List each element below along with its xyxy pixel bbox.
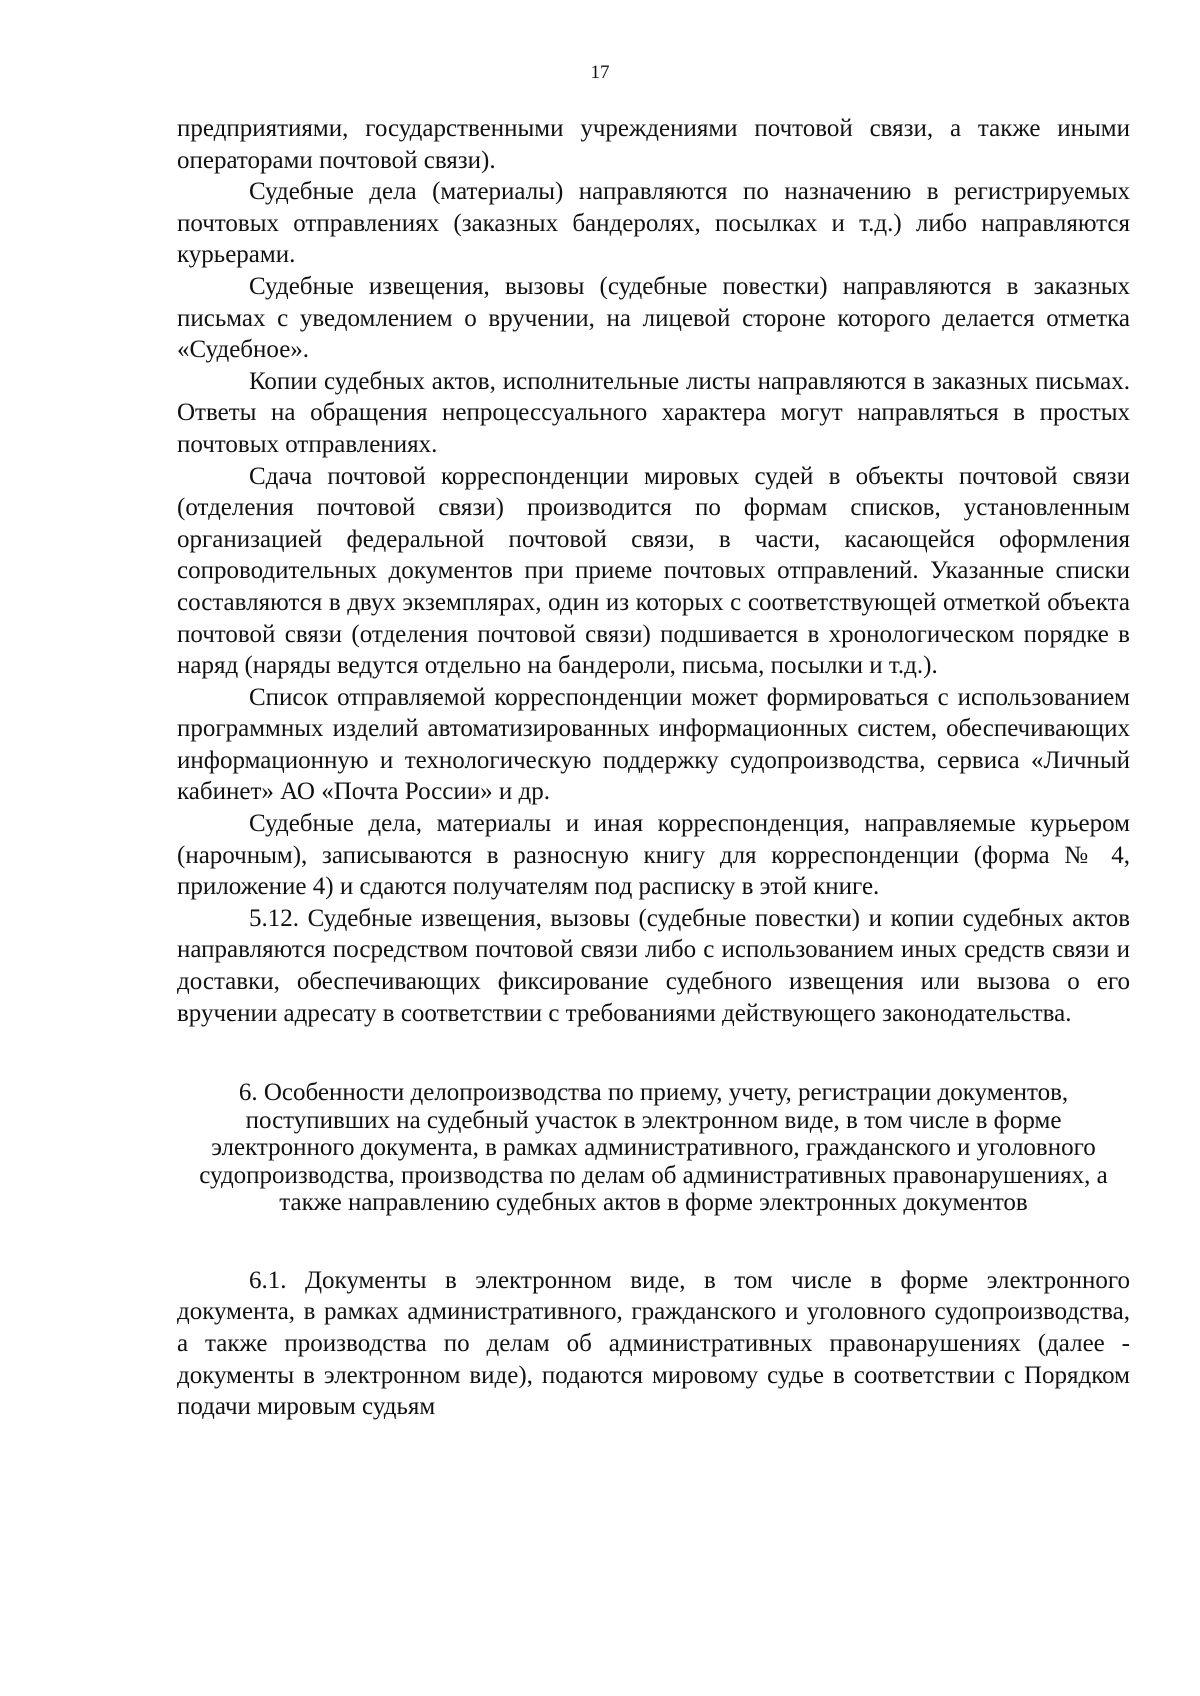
paragraph-6-1: 6.1. Документы в электронном виде, в том числе в форме электронного документа, в рамках административного, гражданского и уголовного судопроизводства, а также производства по делам об административных правонарушениях (далее - документы в электронном виде), подаются мировому судье в соответствии с Порядком подачи мировым судьям (177, 1266, 1130, 1421)
section-heading-6: 6. Особенности делопроизводства по приему, учету, регистрации документов, поступивших на судебный участок в электронном виде, в том числе в форме электронного документа, в рамках административного, гражданского и уголовного судопроизводства, производства по делам об административных правонарушениях, а также направлению судебных актов в форме электронных документов (199, 1079, 1108, 1217)
paragraph-courier-delivery: Судебные дела, материалы и иная корреспонденция, направляемые курьером (нарочным), записываются в разносную книгу для корреспонденции (форма № 4, приложение 4) и сдаются получателям под расписку в этой книге. (177, 810, 1130, 901)
paragraph-5-12: 5.12. Судебные извещения, вызовы (судебные повестки) и копии судебных актов направляются посредством почтовой связи либо с использованием иных средств связи и доставки, обеспечивающих фиксирование судебного извещения или вызова о его вручении адресату в соответствии с требованиями действующего законодательства. (177, 904, 1130, 1027)
paragraph-court-notices: Судебные извещения, вызовы (судебные повестки) направляются в заказных письмах с уведомлением о вручении, на лицевой стороне которого делается отметка «Судебное». (177, 272, 1130, 364)
paragraph-court-cases-delivery: Судебные дела (материалы) направляются по назначению в регистрируемых почтовых отправлениях (заказных бандеролях, посылках и т.д.) либо направляются курьерами. (177, 178, 1130, 269)
paragraph-continued: предприятиями, государственными учреждениями почтовой связи, а также иными операторами почтовой связи). (177, 115, 1130, 174)
paragraph-correspondence-list: Список отправляемой корреспонденции может формироваться с использованием программных изделий автоматизированных информационных систем, обеспечивающих информационную и технологическую поддержку судопроизводства, сервиса «Личный кабинет» АО «Почта России» и др. (177, 683, 1130, 806)
page-number: 17 (590, 62, 610, 83)
paragraph-copies-of-acts: Копии судебных актов, исполнительные листы направляются в заказных письмах. Ответы на обращения непроцессуального характера могут направляться в простых почтовых отправлениях. (177, 367, 1130, 458)
paragraph-postal-lists: Сдача почтовой корреспонденции мировых судей в объекты почтовой связи (отделения почтовой связи) производится по формам списков, установленным организацией федеральной почтовой связи, в части, касающейся оформления сопроводительных документов при приеме почтовых отправлений. Указанные списки составляются в двух экземплярах, один из которых с соответствующей отметкой объекта почтовой связи (отделения почтовой связи) подшивается в хронологическом порядке в наряд (наряды ведутся отдельно на бандероли, письма, посылки и т.д.). (177, 462, 1130, 680)
document-body (177, 113, 1130, 1423)
